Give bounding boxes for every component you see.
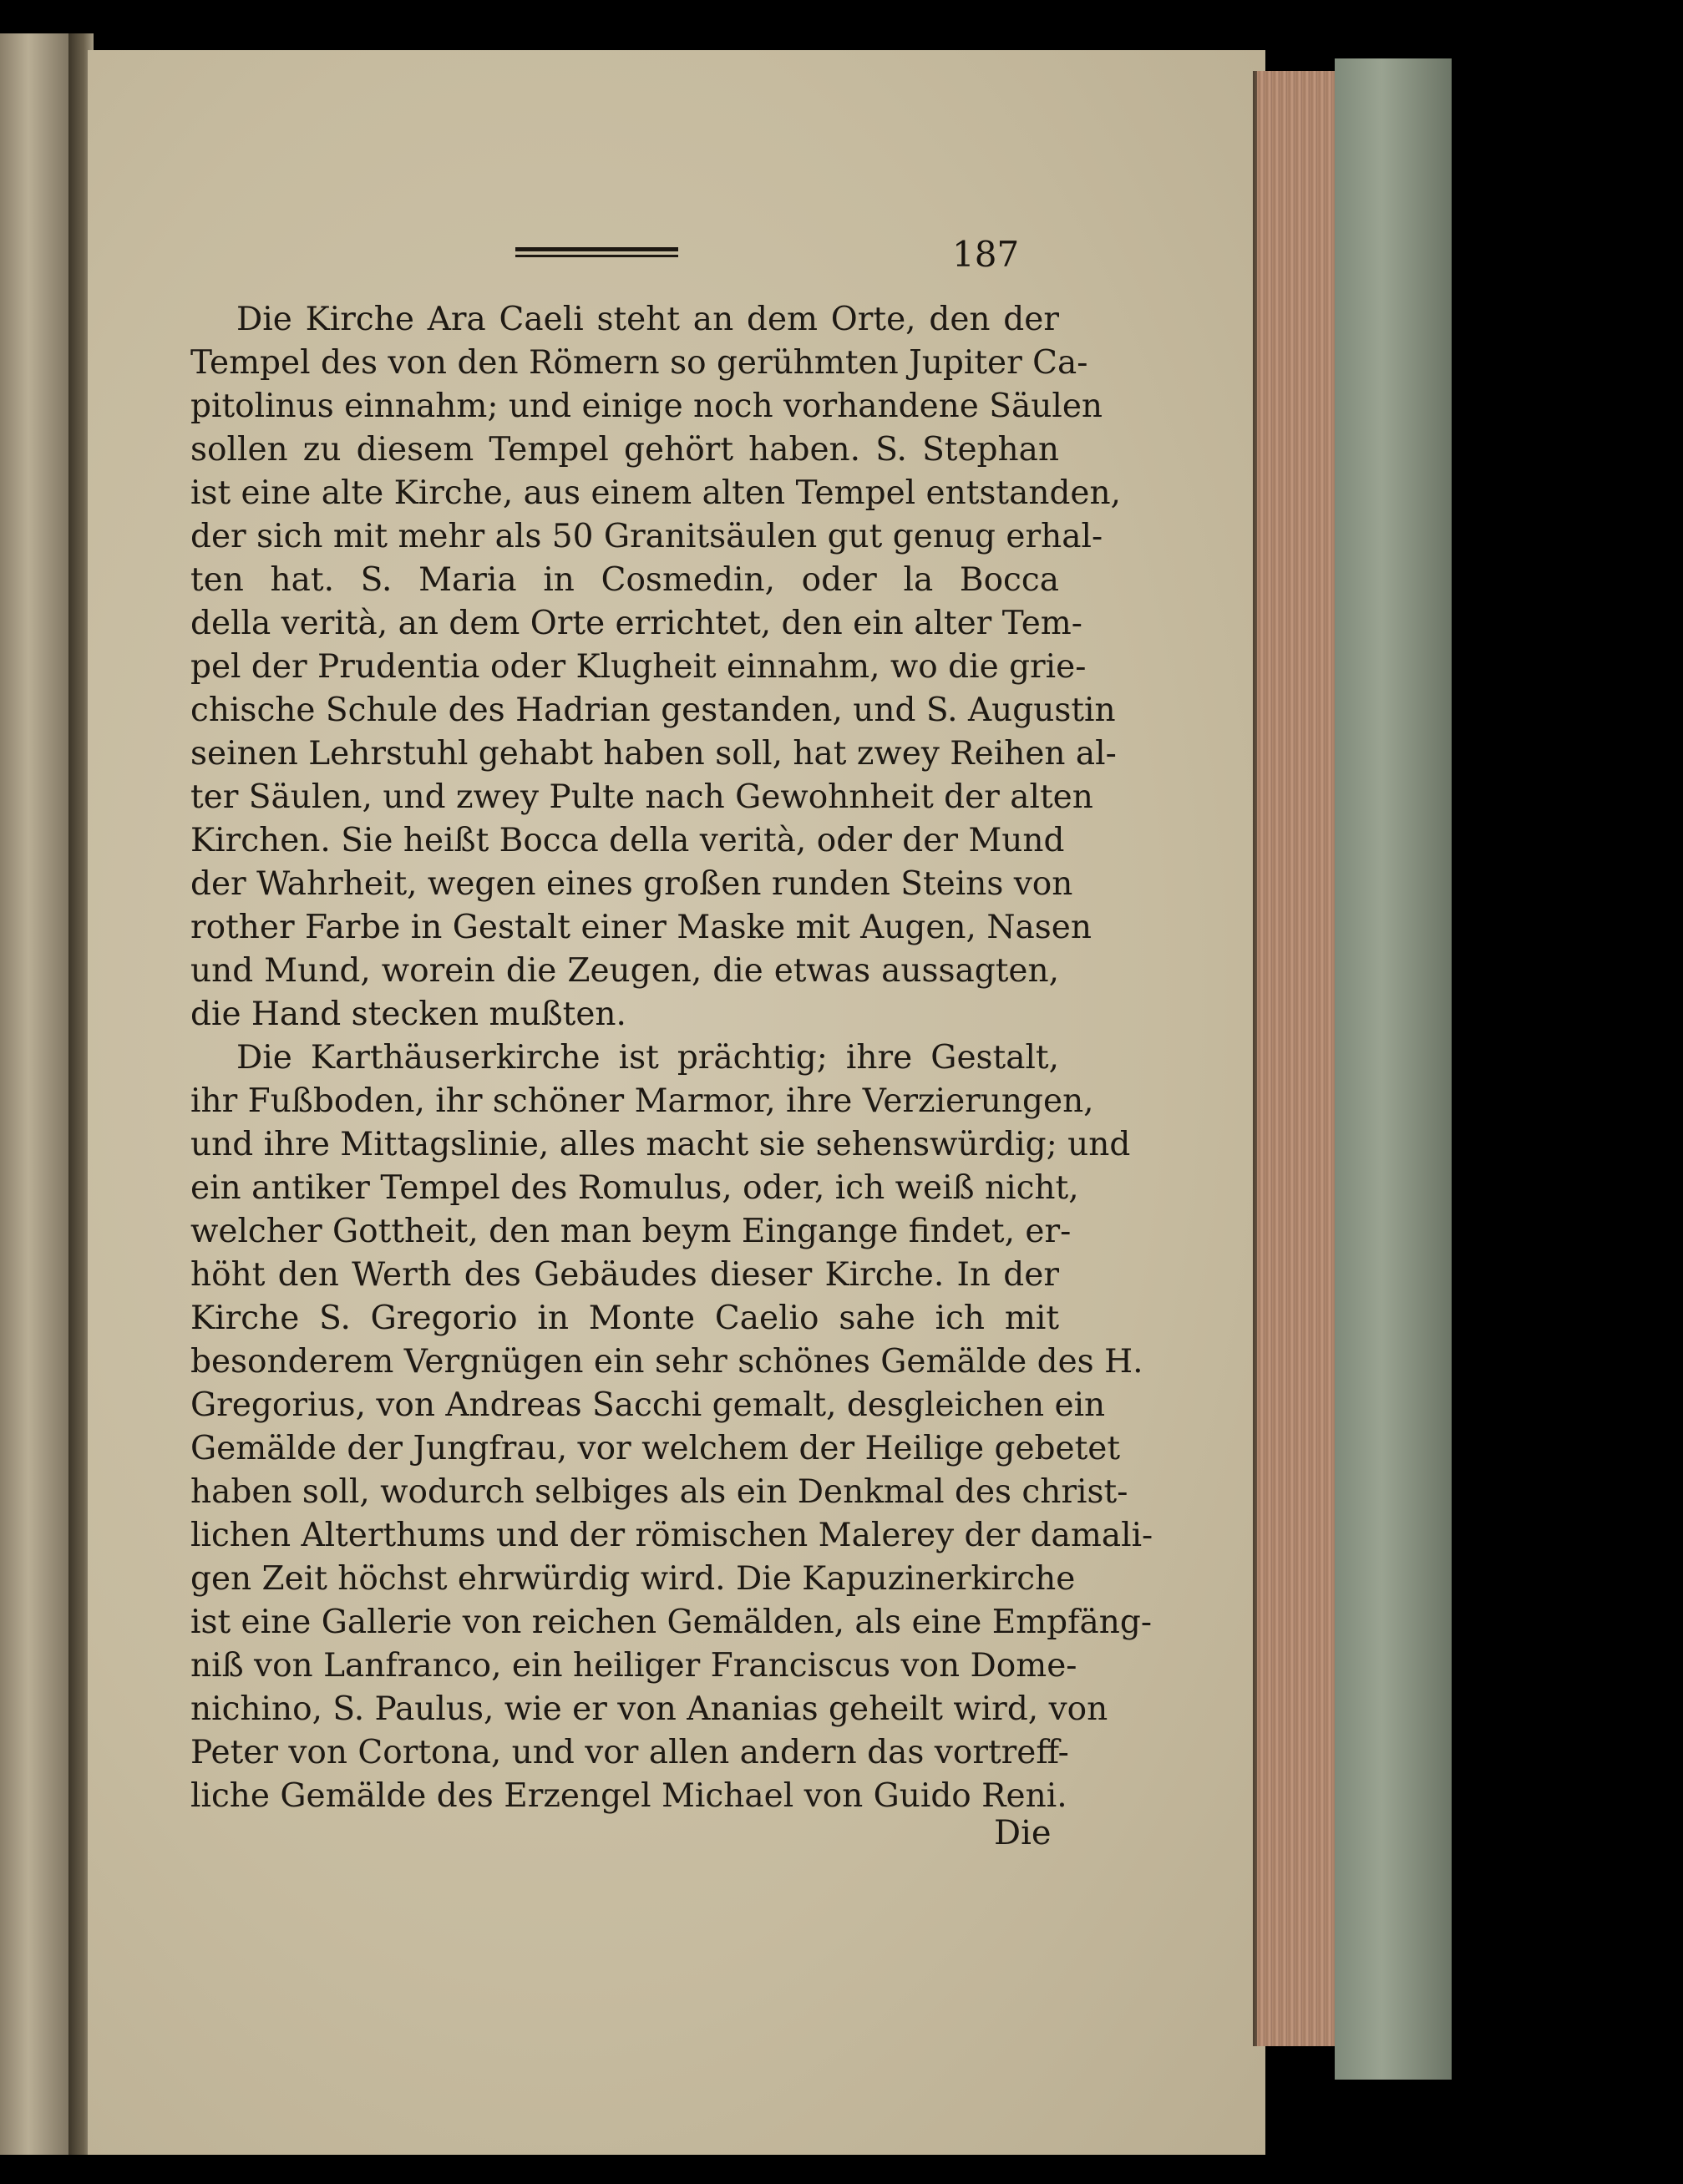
text-line: die Hand stecken mußten.: [190, 996, 626, 1033]
text-line: niß von Lanfranco, ein heiliger Franciscus von Dome-: [190, 1647, 1077, 1685]
text-line: welcher Gottheit, den man beym Eingange findet, er-: [190, 1213, 1072, 1250]
text-line: Kirchen. Sie heißt Bocca della verità, oder der Mund: [190, 822, 1065, 859]
text-line: Gemälde der Jungfrau, vor welchem der Heilige gebetet: [190, 1430, 1121, 1467]
text-line: Tempel des von den Römern so gerühmten Jupiter Ca-: [190, 344, 1088, 382]
text-line: und Mund, worein die Zeugen, die etwas aussagten,: [190, 952, 1059, 990]
book-cover-edge: [1335, 58, 1452, 2080]
facing-page-edge: [0, 33, 71, 2155]
text-line: gen Zeit höchst ehrwürdig wird. Die Kapuzinerkirche: [190, 1560, 1076, 1598]
text-line: besonderem Vergnügen ein sehr schönes Gemälde des H.: [190, 1343, 1143, 1381]
body-text: [190, 298, 1153, 1818]
text-line: ist eine Gallerie von reichen Gemälden, als eine Empfäng-: [190, 1604, 1153, 1641]
text-line: ist eine alte Kirche, aus einem alten Tempel entstanden,: [190, 474, 1122, 512]
text-line: der Wahrheit, wegen eines großen runden Steins von: [190, 865, 1073, 903]
catchword: Die: [994, 1814, 1052, 1852]
text-line: nichino, S. Paulus, wie er von Ananias geheilt wird, von: [190, 1690, 1108, 1728]
text-line: chische Schule des Hadrian gestanden, und S. Augustin: [190, 692, 1116, 729]
text-line: der sich mit mehr als 50 Granitsäulen gut genug erhal-: [190, 518, 1103, 555]
header-rule: [515, 247, 678, 257]
page-number: 187: [952, 234, 1020, 275]
text-line: Die Karthäuserkirche ist prächtig; ihre Gestalt,: [236, 1039, 1059, 1077]
text-line: sollen zu diesem Tempel gehört haben. S. Stephan: [190, 431, 1059, 469]
text-line: della verità, an dem Orte errichtet, den ein alter Tem-: [190, 605, 1082, 642]
text-line: liche Gemälde des Erzengel Michael von Guido Reni.: [190, 1777, 1067, 1815]
text-line: pel der Prudentia oder Klugheit einnahm, wo die grie-: [190, 648, 1087, 686]
text-line: lichen Alterthums und der römischen Malerey der damali-: [190, 1517, 1153, 1554]
text-line: und ihre Mittagslinie, alles macht sie sehenswürdig; und: [190, 1126, 1131, 1163]
text-line: haben soll, wodurch selbiges als ein Denkmal des christ-: [190, 1473, 1128, 1511]
text-line: Peter von Cortona, und vor allen andern das vortreff-: [190, 1734, 1069, 1771]
text-line: ein antiker Tempel des Romulus, oder, ich weiß nicht,: [190, 1169, 1079, 1207]
text-line: pitolinus einnahm; und einige noch vorhandene Säulen: [190, 388, 1103, 425]
text-line: ihr Fußboden, ihr schöner Marmor, ihre Verzierungen,: [190, 1082, 1094, 1120]
text-line: Gregorius, von Andreas Sacchi gemalt, desgleichen ein: [190, 1386, 1106, 1424]
text-line: seinen Lehrstuhl gehabt haben soll, hat zwey Reihen al-: [190, 735, 1117, 773]
text-line: Die Kirche Ara Caeli steht an dem Orte, den der: [236, 301, 1059, 338]
text-line: ten hat. S. Maria in Cosmedin, oder la Bocca: [190, 561, 1059, 599]
text-line: höht den Werth des Gebäudes dieser Kirche. In der: [190, 1256, 1059, 1294]
text-line: Kirche S. Gregorio in Monte Caelio sahe ich mit: [190, 1300, 1059, 1337]
text-line: rother Farbe in Gestalt einer Maske mit Augen, Nasen: [190, 909, 1092, 946]
page-block-edges: [1257, 71, 1336, 2046]
text-line: ter Säulen, und zwey Pulte nach Gewohnheit der alten: [190, 778, 1093, 816]
